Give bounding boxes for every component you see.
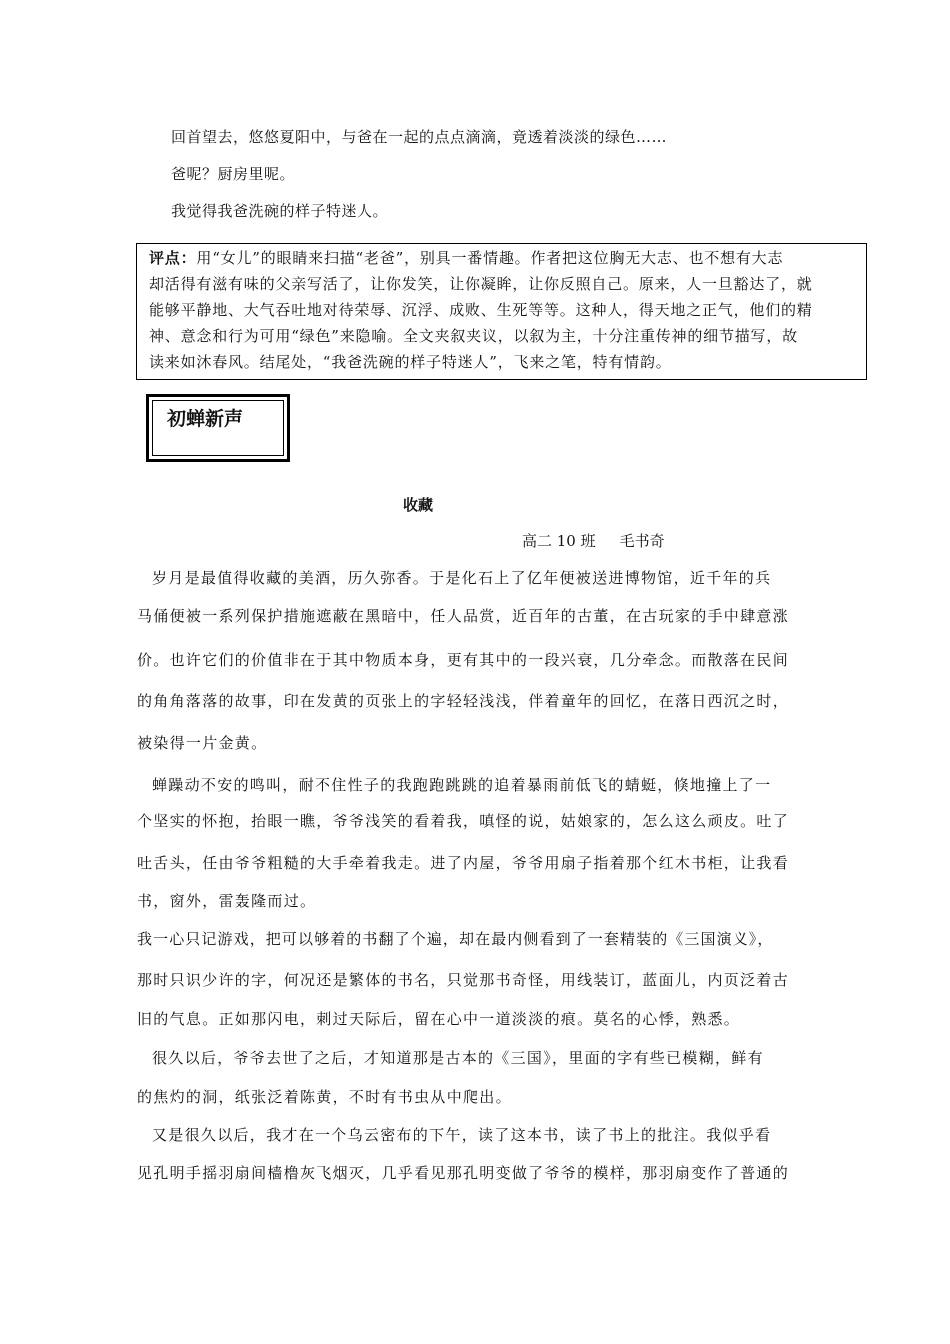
article-line: 见孔明手摇羽扇间樯橹灰飞烟灭，几乎看见那孔明变做了爷爷的模样，那羽扇变作了普通的 [137,1164,790,1182]
article-line: 我一心只记游戏，把可以够着的书翻了个遍，却在最内侧看到了一套精装的《三国演义》， [137,930,774,948]
article-line: 被染得一片金黄。 [137,734,268,752]
comment-line [149,248,783,268]
comment-line: 能够平静地、大气吞吐地对待荣辱、沉浮、成败、生死等等。这种人，得天地之正气，他们的精 [149,301,813,319]
article-line: 很久以后，爷爷去世了之后，才知道那是古本的《三国》，里面的字有些已模糊，鲜有 [152,1049,764,1067]
intro-line: 回首望去，悠悠夏阳中，与爸在一起的点点滴滴，竟透着淡淡的绿色…… [171,128,668,146]
article-line: 又是很久以后，我才在一个乌云密布的下午，读了这本书，读了书上的批注。我似乎看 [152,1126,772,1144]
article-line: 价。也许它们的价值非在于其中物质本身，更有其中的一段兴衰，几分牵念。而散落在民间 [137,651,790,669]
author-class: 高二 10 班 [522,532,596,550]
article-line: 蝉躁动不安的鸣叫，耐不住性子的我跑跑跳跳的追着暴雨前低飞的蜻蜓，倏地撞上了一 [152,776,772,794]
article-line: 书，窗外，雷轰隆而过。 [137,892,317,910]
comment-line: 读来如沐春风。结尾处，“我爸洗碗的样子特迷人”，飞来之笔，特有情韵。 [149,353,672,371]
article-line: 的焦灼的洞，纸张泛着陈黄，不时有书虫从中爬出。 [137,1088,512,1106]
article-byline [522,531,665,551]
comment-line: 神、意念和行为可用“绿色”来隐喻。全文夹叙夹议，以叙为主，十分注重传神的细节描写，故 [149,327,798,345]
article-line: 的角角落落的故事，印在发黄的页张上的字轻轻浅浅，伴着童年的回忆，在落日西沉之时， [137,692,790,710]
intro-line: 爸呢？厨房里呢。 [171,165,296,183]
section-title: 初蝉新声 [167,408,244,430]
author-name: 毛书奇 [619,532,665,550]
article-line: 那时只识少许的字，何况还是繁体的书名，只觉那书奇怪，用线装订，蓝面儿，内页泛着古 [137,971,790,989]
article-line: 个坚实的怀抱，抬眼一瞧，爷爷浅笑的看着我，嗔怪的说，姑娘家的，怎么这么顽皮。吐了 [137,812,790,830]
article-title: 收藏 [403,496,434,514]
article-line: 旧的气息。正如那闪电，刺过天际后，留在心中一道淡淡的痕。莫名的心悸，熟悉。 [137,1010,741,1028]
comment-box [136,243,867,380]
article-line: 岁月是最值得收藏的美酒，历久弥香。于是化石上了亿年便被送进博物馆，近千年的兵 [152,569,772,587]
comment-line: 却活得有滋有味的父亲写活了，让你发笑，让你凝眸，让你反照自己。原来，人一旦豁达了，就 [149,275,813,293]
article-line: 吐舌头，任由爷爷粗糙的大手牵着我走。进了内屋，爷爷用扇子指着那个红木书柜，让我看 [137,854,790,872]
intro-line: 我觉得我爸洗碗的样子特迷人。 [171,202,389,220]
article-line: 马俑便被一系列保护措施遮蔽在黑暗中，任人品赏，近百年的古董，在古玩家的手中肆意涨 [137,607,790,625]
comment-text: 用“女儿”的眼睛来扫描“老爸”，别具一番情趣。作者把这位胸无大志、也不想有大志 [196,249,784,267]
comment-label: 评点： [149,249,197,267]
section-heading-box [146,394,290,462]
